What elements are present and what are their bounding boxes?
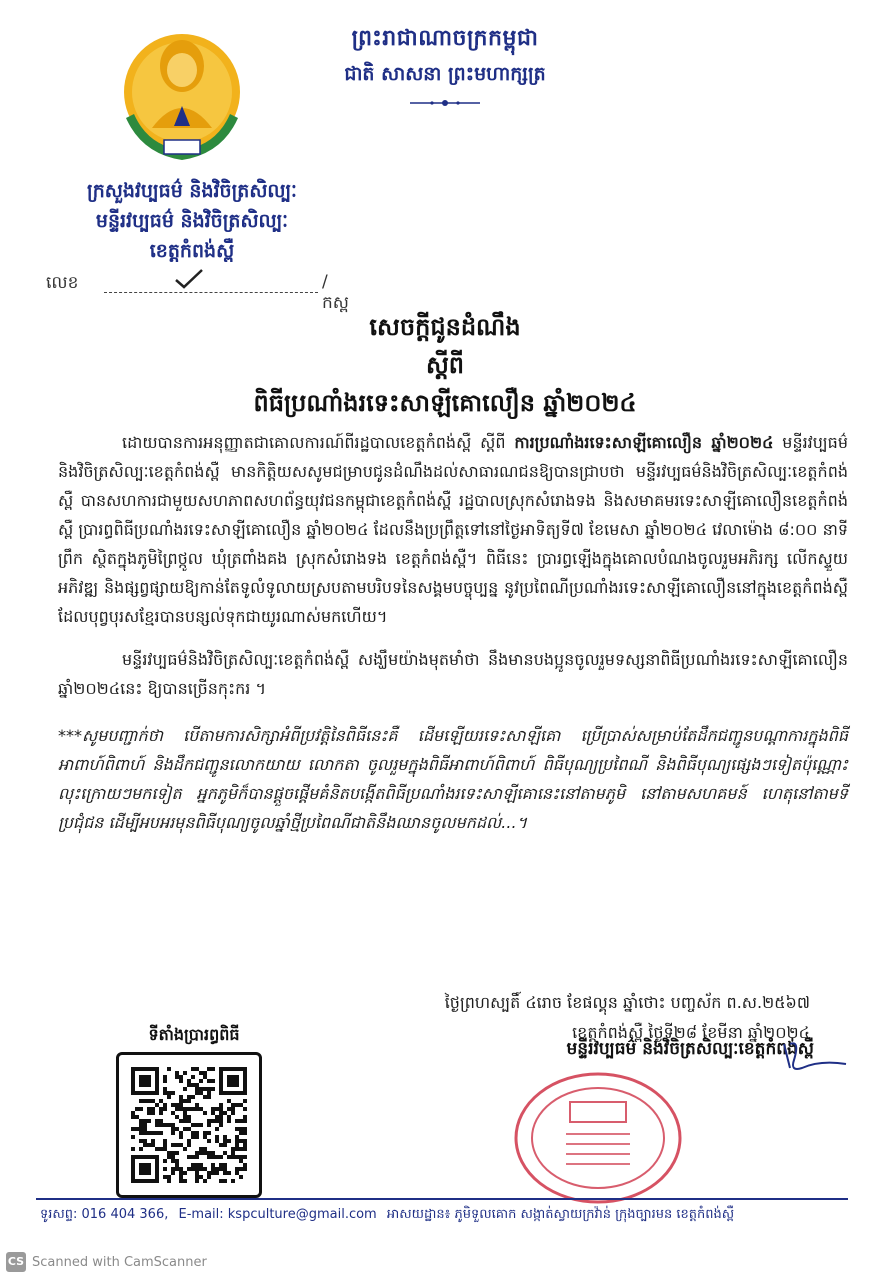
reference-label: លេខ: [46, 273, 79, 293]
official-stamp: [508, 1068, 688, 1208]
scanner-label: Scanned with CamScanner: [32, 1254, 207, 1270]
notice-about: ស្តីពី: [425, 351, 465, 379]
notice-body: [58, 428, 848, 837]
solar-date: ខេត្តកំពង់ស្ពឺ ថ្ងៃទី២៨ ខែមីនា ឆ្នាំ២០២៤: [572, 1023, 810, 1042]
qr-finder-pattern: [133, 1069, 157, 1093]
paragraph-3-note: ***សូមបញ្ជាក់ថា បើតាមការសិក្សាអំពីប្រវត្តិនៃពិធីនេះគឺ ដើមឡើយរទេះសាឡីគោ ប្រើប្រាស់សម្រាប់តែដឹកជញ្ជូនបណ្តាការក្នុងពិធីអាពាហ៍ពិពាហ៍ និងដឹកជញ្ជូនលោកយាយ លោកតា ចូលរួមក្នុងពិធីអាពាហ៍ពិពាហ៍ ពិធីបុណ្យប្រពៃណី និងពិធីបុណ្យផ្សេងៗទៀតប៉ុណ្ណោះ លុះក្រោយៗមកទៀត អ្នកភូមិក៏បានផ្តួចផ្តើមគំនិតបង្កើតពិធីប្រណាំងរទេះសាឡីគោនេះនៅតាមភូមិ នៅតាមសហគមន៍ ហេតុនៅតាមទីប្រជុំជន ដើម្បីអបអរមុនពិធីបុណ្យចូលឆ្នាំថ្មីប្រពៃណីជាតិនឹងឈានចូលមកដល់...។: [58, 726, 848, 832]
notice-subject: ពិធីប្រណាំងរទេះសាឡីគោលឿន ឆ្នាំ២០២៤: [253, 389, 637, 417]
ministry-logo: [112, 28, 252, 168]
kingdom-title: ព្រះរាជាណាចក្រកម្ពុជា: [351, 26, 539, 51]
paragraph-1-highlight: ការប្រណាំងរទេះសាឡីគោលឿន ឆ្នាំ២០២៤: [514, 433, 774, 452]
footer-contact: [40, 1206, 850, 1225]
venue-label: ទីតាំងប្រារព្ធពិធី: [148, 1025, 240, 1044]
kingdom-header: [300, 24, 590, 108]
camscanner-logo-icon: CS: [6, 1252, 26, 1272]
paragraph-1-rest: មន្ទីរវប្បធម៌ និងវិចិត្រសិល្បៈខេត្តកំពង់ស្ពឺ មានកិត្តិយសសូមជម្រាបជូនដំណឹងដល់សាធារណជនឱ្យបានជ្រាបថា មន្ទីរវប្បធម៌និងវិចិត្រសិល្បៈខេត្តកំពង់ស្ពឺ បានសហការជាមួយសហភាពសហព័ន្ធយុវជនកម្ពុជាខេត្តកំពង់ស្ពឺ រដ្ឋបាលស្រុកសំរោងទង និងសមាគមរទេះសាឡីគោលឿនខេត្តកំពង់ស្ពឺ ប្រារព្ធពិធីប្រណាំងរទេះសាឡីគោលឿន ឆ្នាំ២០២៤ ដែលនឹងប្រព្រឹត្តទៅនៅថ្ងៃអាទិត្យទី៧ ខែមេសា ឆ្នាំ២០២៤ វេលាម៉ោង ៨:០០ នាទីព្រឹក ស្ថិតក្នុងភូមិព្រៃថ្កូល ឃុំត្រពាំងគង ស្រុកសំរោងទង ខេត្តកំពង់ស្ពឺ។ ពិធីនេះ ប្រារព្ធឡើងក្នុងគោលបំណងចូលរួមអភិរក្ស លើកស្ទួយ អភិវឌ្ឍ និងផ្សព្វផ្សាយឱ្យកាន់តែទូលំទូលាយស្របតាមបរិបទនៃសង្គមបច្ចុប្បន្ន នូវប្រពៃណីប្រណាំងរទេះសាឡីគោលឿននៅក្នុងខេត្តកំពង់ស្ពឺ ដែលបុព្វបុរសខ្មែរបានបន្សល់ទុកជាយូរណាស់មកហើយ។: [58, 433, 848, 626]
reference-line: [104, 292, 318, 293]
ministry-header: [42, 176, 342, 266]
national-motto: ជាតិ សាសនា ព្រះមហាក្សត្រ: [344, 63, 546, 85]
lunar-date: ថ្ងៃព្រហស្បតិ៍ ៤រោច ខែផល្គុន ឆ្នាំថោះ បញ្ចស័ក ព.ស.២៥៦៧: [444, 993, 810, 1012]
header-ornament: [410, 98, 480, 108]
paragraph-2: មន្ទីរវប្បធម៌និងវិចិត្រសិល្បៈខេត្តកំពង់ស្ពឺ សង្ឃឹមយ៉ាងមុតមាំថា នឹងមានបងប្អូនចូលរួមទស្សនាពិធីប្រណាំងរទេះសាឡីគោលឿន ឆ្នាំ២០២៤នេះ ឱ្យបានច្រើនកុះករ ។: [58, 650, 848, 698]
venue-qr-frame: [116, 1052, 262, 1198]
paragraph-1-intro: ដោយបានការអនុញ្ញាតជាគោលការណ៍ពីរដ្ឋបាលខេត្តកំពង់ស្ពឺ ស្តីពី: [122, 433, 515, 452]
notice-title: [200, 308, 690, 422]
department-name: មន្ទីរវប្បធម៌ និងវិចិត្រសិល្បៈ: [95, 210, 289, 232]
paragraph-1: [58, 428, 848, 631]
venue-qr-code[interactable]: [131, 1067, 247, 1183]
qr-finder-pattern: [133, 1157, 157, 1181]
signing-office: មន្ទីរវប្បធម៌ និងវិចិត្រសិល្បៈខេត្តកំពង់ស្ពឺ: [566, 1039, 814, 1059]
province-name: ខេត្តកំពង់ស្ពឺ: [149, 240, 235, 262]
reference-suffix: /កស្ព: [322, 272, 349, 313]
qr-finder-pattern: [221, 1069, 245, 1093]
ministry-name: ក្រសួងវប្បធម៌ និងវិចិត្រសិល្បៈ: [87, 180, 297, 202]
footer-email: E-mail: kspculture@gmail.com: [178, 1207, 377, 1222]
check-mark-icon: [174, 268, 204, 290]
footer-phone: ទូរសព្ទ: 016 404 366,: [40, 1207, 169, 1222]
handwritten-signature: [780, 1038, 850, 1078]
footer-address: អាសយដ្ឋាន៖ ភូមិទួលគោក សង្កាត់ស្វាយក្រវ៉ាន់ ក្រុងច្បារមន ខេត្តកំពង់ស្ពឺ: [386, 1207, 735, 1222]
scanner-watermark: [6, 1252, 207, 1272]
notice-heading: សេចក្តីជូនដំណឹង: [369, 313, 521, 341]
reference-number: [46, 272, 349, 313]
footer-rule: [36, 1198, 848, 1200]
